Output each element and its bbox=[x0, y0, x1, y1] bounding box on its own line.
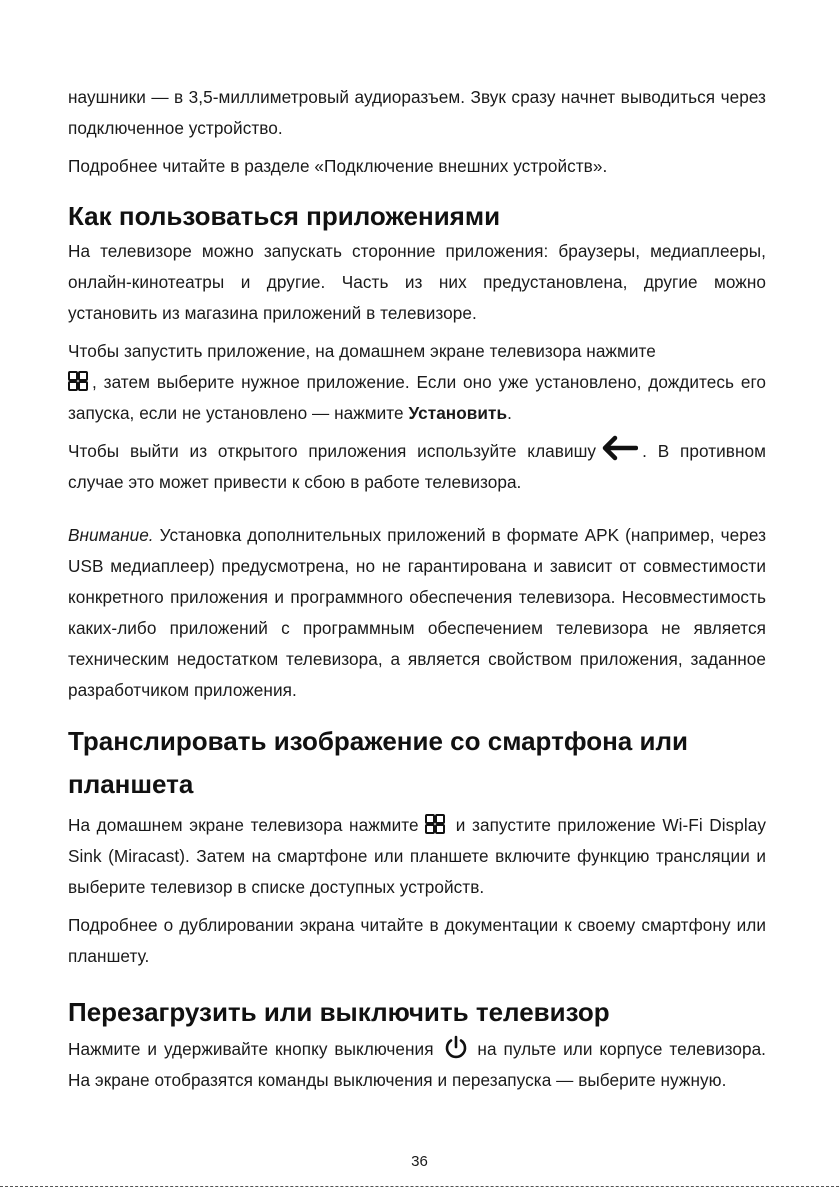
heading-power: Перезагрузить или выключить телевизор bbox=[68, 997, 610, 1027]
apps-grid-icon bbox=[425, 814, 445, 834]
intro-reference: Подробнее читайте в разделе «Подключение внешних устройств». bbox=[68, 156, 608, 176]
document-page bbox=[68, 82, 766, 1096]
apps-paragraph-2: Чтобы запустить приложение, на домашнем экране телевизора нажмите , затем выберите нужное приложение. Если оно уже установлено, дождитесь его запуска, если не установлено — нажмите Установить. bbox=[68, 341, 766, 423]
power-paragraph: Нажмите и удерживайте кнопку выключения на пульте или корпусе телевизора. На экране отобразятся команды выключения и перезапуска — выберите нужную. bbox=[68, 1034, 766, 1096]
note-label: Внимание. bbox=[68, 525, 154, 545]
page-number: 36 bbox=[411, 1153, 428, 1170]
heading-cast: Транслировать изображение со смартфона или планшета bbox=[68, 726, 688, 799]
install-label: Установить bbox=[408, 403, 508, 423]
heading-apps: Как пользоваться приложениями bbox=[68, 201, 501, 231]
apps-paragraph-3: Чтобы выйти из открытого приложения используйте клавишу . В противном случае это может привести к сбою в работе телевизора. bbox=[68, 436, 766, 498]
power-icon bbox=[444, 1035, 468, 1059]
apps-paragraph-1: На телевизоре можно запускать сторонние приложения: браузеры, медиаплееры, онлайн-кинотеатры и другие. Часть из них предустановлена, другие можно установить из магазина приложений в телевизоре. bbox=[68, 241, 766, 323]
apps-note: Внимание. Установка дополнительных приложений в формате APK (например, через USB медиаплеер) предусмотрена, но не гарантирована и зависит от совместимости конкретного приложения и программного обеспечения телевизора. Несовместимость каких-либо приложений с программным обеспечением телевизора не является техническим недостатком телевизора, а является свойством приложения, заданное разработчиком приложения. bbox=[68, 525, 766, 700]
cast-paragraph-1: На домашнем экране телевизора нажмите и запустите приложение Wi-Fi Display Sink (Miracast). Затем на смартфоне или планшете включите функцию трансляции и выберите телевизор в списке доступных устройств. bbox=[68, 815, 766, 897]
cast-paragraph-2: Подробнее о дублировании экрана читайте в документации к своему смартфону или планшету. bbox=[68, 915, 766, 966]
page-bottom-divider bbox=[0, 1186, 839, 1187]
intro-paragraph: наушники — в 3,5-миллиметровый аудиоразъем. Звук сразу начнет выводиться через подключенное устройство. bbox=[68, 87, 766, 138]
apps-grid-icon bbox=[68, 371, 88, 391]
back-arrow-icon bbox=[600, 435, 638, 461]
